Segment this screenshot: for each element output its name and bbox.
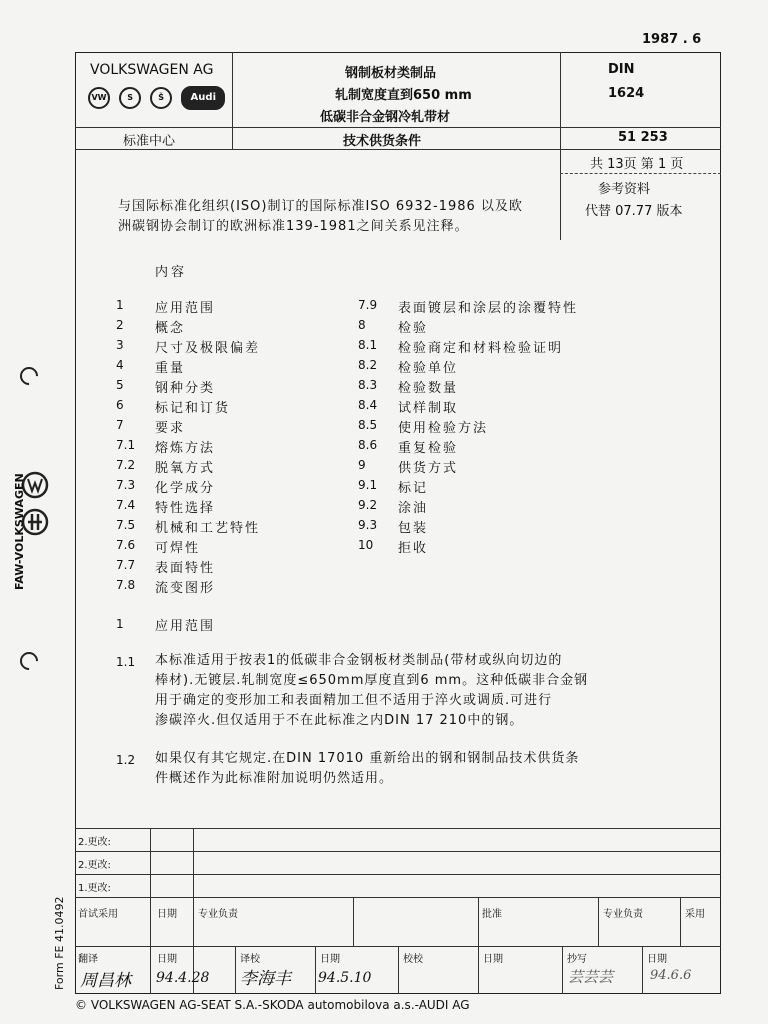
toc-item: 重量 [155, 361, 186, 376]
toc-number: 5 [116, 378, 124, 392]
toc-number: 2 [116, 318, 124, 332]
toc-item: 钢种分类 [155, 381, 216, 396]
toc-item: 脱氧方式 [155, 461, 216, 476]
toc-number: 7 [116, 418, 124, 432]
toc-number: 9.2 [358, 498, 378, 512]
toc-number: 7.6 [116, 538, 136, 552]
toc-item: 标记和订货 [155, 401, 231, 416]
copier-signature: 芸芸芸 [568, 968, 614, 986]
change-2b-label: 2.更改: [78, 860, 111, 871]
toc-number: 7.9 [358, 298, 378, 312]
reference-label: 参考资料 [598, 182, 651, 197]
section-1-2-number: 1.2 [116, 753, 136, 767]
din-number: 1624 [608, 86, 645, 101]
toc-item: 尺寸及极限偏差 [155, 341, 261, 356]
toc-number: 7.3 [116, 478, 136, 492]
section-1-1-line-1: 本标准适用于按表1的低碳非合金钢板材类制品(带材或纵向切边的 [155, 653, 563, 668]
brand-logos [88, 86, 225, 110]
toc-number: 9 [358, 458, 366, 472]
review-date: 94.5.10 [318, 970, 372, 986]
specialist-label: 专业负责 [198, 909, 238, 920]
section-1-1-line-3: 用于确定的变形加工和表面精加工但不适用于淬火或调质.可进行 [155, 693, 553, 708]
toc-item: 检验单位 [398, 361, 459, 376]
toc-number: 8.1 [358, 338, 378, 352]
toc-number: 7.1 [116, 438, 136, 452]
date-label-3: 日期 [320, 954, 340, 965]
company-name: VOLKSWAGEN AG [90, 62, 214, 78]
toc-number: 7.5 [116, 518, 136, 532]
toc-number: 8 [358, 318, 366, 332]
toc-item: 表面特性 [155, 561, 216, 576]
toc-item: 包装 [398, 521, 429, 536]
date-label-5: 日期 [647, 954, 667, 965]
toc-number: 3 [116, 338, 124, 352]
title-line-3: 低碳非合金钢冷轧带材 [320, 110, 451, 125]
proofread-label: 校校 [403, 954, 423, 965]
section-1-1-number: 1.1 [116, 655, 136, 669]
copyright-notice: © VOLKSWAGEN AG-SEAT S.A.-SKODA automobilova a.s.-AUDI AG [75, 998, 470, 1012]
toc-item: 使用检验方法 [398, 421, 489, 436]
toc-item: 熔炼方法 [155, 441, 216, 456]
skoda-logo-icon: Š [150, 87, 172, 109]
replaces-version: 代替 07.77 版本 [585, 204, 683, 219]
first-trial-label: 首试采用 [78, 909, 118, 920]
copier-label: 抄写 [567, 954, 587, 965]
date-label: 日期 [157, 909, 177, 920]
toc-number: 8.4 [358, 398, 378, 412]
section-1-1-line-4: 渗碳淬火.但仅适用于不在此标准之内DIN 17 210中的钢。 [155, 713, 524, 728]
toc-number: 10 [358, 538, 374, 552]
binder-hole-icon [16, 363, 41, 388]
date-label-2: 日期 [157, 954, 177, 965]
toc-number: 4 [116, 358, 124, 372]
standard-number: 51 253 [618, 130, 668, 145]
toc-item: 可焊性 [155, 541, 201, 556]
date-label-4: 日期 [483, 954, 503, 965]
document-date: 1987 . 6 [642, 32, 702, 47]
vw-logo-icon: VW [88, 87, 110, 109]
form-number: Form FE 41.0492 [53, 896, 66, 990]
change-1-label: 1.更改: [78, 883, 111, 894]
toc-item: 供货方式 [398, 461, 459, 476]
subtitle: 技术供货条件 [343, 134, 422, 149]
toc-number: 7.4 [116, 498, 136, 512]
title-line-1: 钢制板材类制品 [345, 66, 437, 81]
contents-heading: 内容 [155, 265, 188, 280]
reviewer-signature: 李海丰 [240, 969, 291, 989]
toc-item: 概念 [155, 321, 186, 336]
copy-date: 94.6.6 [650, 968, 692, 983]
section-1-2-line-2: 件概述作为此标准附加说明仍然适用。 [155, 771, 394, 786]
intro-line-1: 与国际标准化组织(ISO)制订的国际标准ISO 6932-1986 以及欧 [118, 199, 523, 214]
standards-center: 标准中心 [123, 134, 176, 149]
faw-vw-side-text: FAW-VOLKSWAGEN [13, 473, 26, 590]
toc-item: 要求 [155, 421, 186, 436]
intro-line-2: 洲碳钢协会制订的欧洲标准139-1981之间关系见注释。 [118, 219, 469, 234]
toc-item: 标记 [398, 481, 429, 496]
toc-number: 6 [116, 398, 124, 412]
toc-item: 检验商定和材料检验证明 [398, 341, 564, 356]
adopt-label: 采用 [685, 909, 705, 920]
toc-number: 8.3 [358, 378, 378, 392]
toc-number: 9.3 [358, 518, 378, 532]
section-1-2-line-1: 如果仅有其它规定.在DIN 17010 重新给出的钢和钢制品技术供货条 [155, 751, 580, 766]
toc-item: 化学成分 [155, 481, 216, 496]
seat-logo-icon: S [119, 87, 141, 109]
toc-number: 8.5 [358, 418, 378, 432]
approval-label: 批准 [482, 909, 502, 920]
reviewer-label: 译校 [240, 954, 260, 965]
section-1-number: 1 [116, 617, 124, 631]
toc-item: 拒收 [398, 541, 429, 556]
toc-number: 9.1 [358, 478, 378, 492]
section-1-title: 应用范围 [155, 619, 216, 634]
translator-signature: 周昌林 [80, 971, 131, 991]
page-count: 共 13页 第 1 页 [590, 157, 684, 172]
translator-label: 翻译 [78, 954, 98, 965]
change-2a-label: 2.更改: [78, 837, 111, 848]
din-label: DIN [608, 62, 635, 77]
translation-date: 94.4.28 [156, 970, 210, 986]
toc-number: 7.2 [116, 458, 136, 472]
toc-item: 重复检验 [398, 441, 459, 456]
toc-number: 7.7 [116, 558, 136, 572]
toc-item: 试样制取 [398, 401, 459, 416]
toc-item: 检验 [398, 321, 429, 336]
binder-hole-icon [16, 648, 41, 673]
toc-item: 涂油 [398, 501, 429, 516]
audi-logo-icon: Audi [181, 86, 225, 110]
toc-item: 表面镀层和涂层的涂覆特性 [398, 301, 579, 316]
toc-item: 应用范围 [155, 301, 216, 316]
toc-number: 7.8 [116, 578, 136, 592]
toc-number: 1 [116, 298, 124, 312]
toc-item: 特性选择 [155, 501, 216, 516]
specialist-label-2: 专业负责 [603, 909, 643, 920]
title-line-2: 轧制宽度直到650 mm [335, 88, 472, 103]
toc-item: 机械和工艺特性 [155, 521, 261, 536]
toc-number: 8.2 [358, 358, 378, 372]
toc-item: 流变图形 [155, 581, 216, 596]
section-1-1-line-2: 棒材).无镀层.轧制宽度≤650mm厚度直到6 mm。这种低碳非合金钢 [155, 673, 589, 688]
toc-item: 检验数量 [398, 381, 459, 396]
toc-number: 8.6 [358, 438, 378, 452]
